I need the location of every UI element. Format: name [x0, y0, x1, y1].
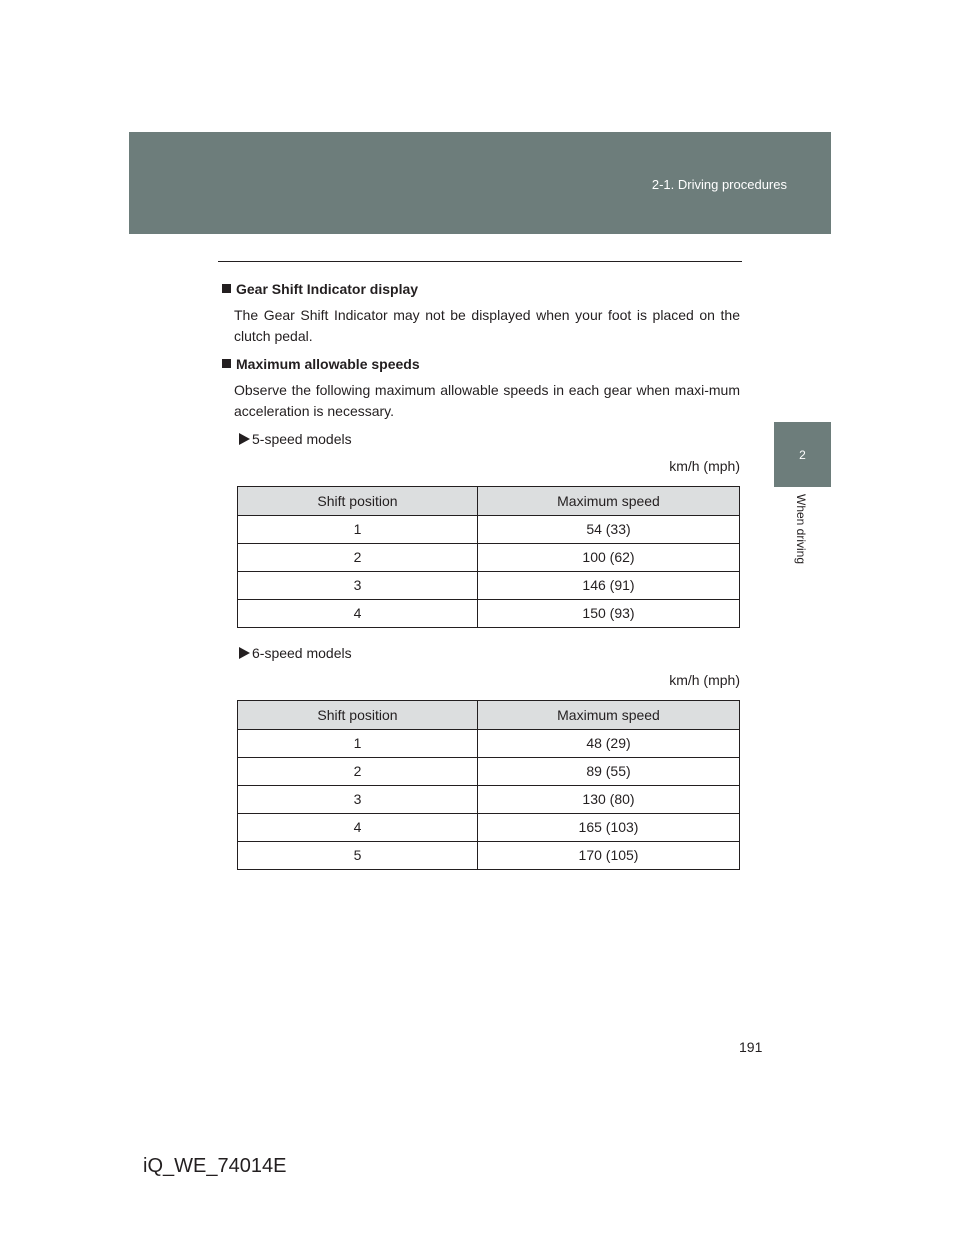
table-cell: 3 — [238, 572, 478, 600]
max-speeds-heading — [222, 354, 740, 375]
model-label-text: 6-speed models — [252, 645, 352, 661]
table-header-row — [238, 701, 740, 730]
unit-label: km/h (mph) — [669, 672, 740, 688]
gear-indicator-heading — [222, 279, 740, 300]
table-cell: 3 — [238, 786, 478, 814]
unit-label: km/h (mph) — [669, 458, 740, 474]
triangle-bullet-icon — [239, 433, 250, 445]
table-cell: 1 — [238, 730, 478, 758]
table-row — [238, 544, 740, 572]
table-cell: 130 (80) — [478, 786, 740, 814]
table-cell: 165 (103) — [478, 814, 740, 842]
speed-table — [237, 486, 740, 628]
document-code: iQ_WE_74014E — [143, 1155, 287, 1177]
square-bullet-icon — [222, 359, 231, 368]
chapter-label: When driving — [794, 494, 808, 565]
main-content — [222, 279, 740, 870]
table-cell: 2 — [238, 544, 478, 572]
header-band — [129, 132, 831, 234]
table-row — [238, 516, 740, 544]
column-header: Shift position — [238, 701, 478, 730]
table-cell: 146 (91) — [478, 572, 740, 600]
model-label — [239, 429, 740, 450]
table-row — [238, 814, 740, 842]
gear-indicator-text: The Gear Shift Indicator may not be displayed when your foot is placed on the clutch pedal. — [234, 307, 740, 344]
table-cell: 54 (33) — [478, 516, 740, 544]
column-header: Maximum speed — [478, 487, 740, 516]
table-row — [238, 758, 740, 786]
max-speeds-text: Observe the following maximum allowable speeds in each gear when maxi-mum acceleration is necessary. — [234, 382, 740, 419]
table-cell: 2 — [238, 758, 478, 786]
max-speeds-heading-text: Maximum allowable speeds — [236, 356, 420, 372]
table-cell: 4 — [238, 600, 478, 628]
table-cell: 1 — [238, 516, 478, 544]
table-row — [238, 600, 740, 628]
speed-table-block-5 — [222, 429, 740, 628]
table-row — [238, 572, 740, 600]
triangle-bullet-icon — [239, 647, 250, 659]
top-rule — [218, 261, 742, 262]
speed-table-block-6 — [222, 643, 740, 870]
table-cell: 48 (29) — [478, 730, 740, 758]
chapter-number: 2 — [799, 448, 806, 462]
section-title: 2-1. Driving procedures — [651, 177, 787, 192]
speed-table — [237, 700, 740, 870]
table-header-row — [238, 487, 740, 516]
table-cell: 89 (55) — [478, 758, 740, 786]
table-cell: 4 — [238, 814, 478, 842]
table-cell: 170 (105) — [478, 842, 740, 870]
page-number: 191 — [739, 1039, 763, 1055]
table-row — [238, 786, 740, 814]
chapter-tab — [774, 422, 831, 487]
table-cell: 150 (93) — [478, 600, 740, 628]
model-label — [239, 643, 740, 664]
table-row — [238, 842, 740, 870]
column-header: Maximum speed — [478, 701, 740, 730]
table-cell: 100 (62) — [478, 544, 740, 572]
square-bullet-icon — [222, 284, 231, 293]
table-row — [238, 730, 740, 758]
table-cell: 5 — [238, 842, 478, 870]
column-header: Shift position — [238, 487, 478, 516]
gear-indicator-heading-text: Gear Shift Indicator display — [236, 281, 419, 297]
model-label-text: 5-speed models — [252, 431, 352, 447]
